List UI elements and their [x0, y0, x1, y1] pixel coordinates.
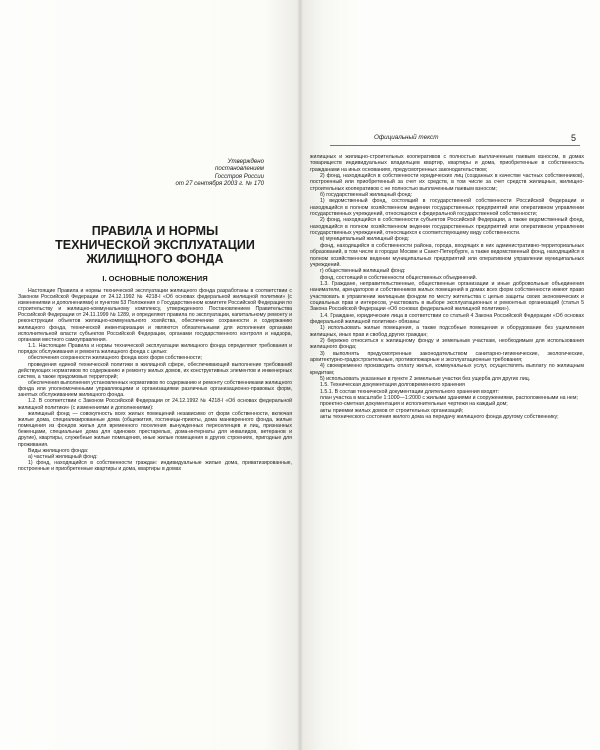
paragraph: 1.1. Настоящие Правила и нормы технической эксплуатации жилищного фонда определяют требования и порядок обслуживания и ремонта жилищного фонда с целью: — [18, 343, 292, 356]
running-header — [330, 134, 580, 146]
paragraph: 1) ведомственный фонд, состоящий в государственной собственности Российской Федерации и находящийся в полном хозяйственном ведении государственных предприятий или оперативном управлении государственных учреждений, относящихся к федеральной государственной собственности; — [310, 198, 584, 218]
paragraph: 1) использовать жилые помещения, а также подсобные помещения и оборудование без ущемления жилищных, иных прав и свобод других граждан; — [310, 325, 584, 338]
approval-line: Утверждено — [227, 158, 264, 165]
right-page — [300, 0, 600, 750]
paragraph: фонд, находящийся в собственности района, города, входящих в них административно-территориальных образований, в том числе в городах Москве и Санкт-Петербурге, а также ведомственный фонд, находящийся в полном хозяйственном ведении муниципальных предприятий или оперативном управлении муниципальных учреждений. — [310, 242, 584, 268]
title-line: ТЕХНИЧЕСКОЙ ЭКСПЛУАТАЦИИ — [55, 237, 255, 252]
paragraph: г) общественный жилищный фонд: — [320, 268, 406, 275]
approval-line: от 27 сентября 2003 г. № 170 — [175, 180, 264, 188]
approval-line: Госстроя России — [214, 172, 264, 180]
paragraph: в) муниципальный жилищный фонд: — [320, 236, 410, 243]
paragraph: проектно-сметная документация и исполнительные чертежи на каждый дом; — [320, 401, 508, 408]
title-line: ПРАВИЛА И НОРМЫ — [91, 223, 219, 238]
paragraph: 1.4. Граждане, юридические лица в соответствии со статьей 4 Закона Российской Федерации «Об основах федеральной жилищной политики» обязаны: — [310, 312, 584, 325]
paragraph: 1.2. В соответствии с Законом Российской Федерации от 24.12.1992 № 4218-I «Об основах федеральной жилищной политики» (с изменениями и дополнениями): — [18, 398, 292, 411]
paragraph: а) частный жилищный фонд: — [28, 453, 98, 460]
paragraph: обеспечения выполнения установленных нормативов по содержанию и ремонту собственниками жилищного фонда или уполномоченными управляющими и организациями различных организационно-правовых форм, занятых обслуживанием жилищного фонда. — [18, 379, 292, 399]
paragraph: акты приемки жилых домов от строительных организаций; — [320, 407, 464, 414]
paragraph: 2) фонд, находящийся в собственности субъектов Российской Федерации, а также ведомственный фонд, находящийся в полном хозяйственном ведении государственных предприятий или оперативном управлении государственных учреждений, относящихся к соответствующему виду собственности. — [310, 217, 584, 237]
paragraph: 5) использовать указанные в пункте 2 земельные участки без ущерба для других лиц. — [320, 376, 531, 383]
paragraph: Виды жилищного фонда: — [28, 447, 89, 454]
paragraph: 2) фонд, находящийся в собственности юридических лиц (созданных в качестве частных собственников), построенный или приобретенный за счет их средств, в том числе за счет средств жилищных, жилищно-строительных кооперативов с не полностью выплаченным паевым взносом; — [310, 173, 584, 192]
paragraph: фонд, состоящий в собственности общественных объединений. — [320, 274, 478, 281]
running-title: Официальный текст — [374, 134, 439, 141]
approval-stamp — [18, 158, 264, 188]
paragraph: б) государственный жилищный фонд: — [320, 192, 413, 199]
book-gutter — [297, 0, 303, 750]
approval-line: постановлением — [215, 165, 264, 173]
title-line: ЖИЛИЩНОГО ФОНДА — [86, 251, 224, 266]
page-number: 5 — [570, 133, 576, 143]
paragraph: 1) фонд, находящийся в собственности граждан: индивидуальные жилые дома, приватизированные, построенные и приобретенные квартиры и дома, квартиры в домах — [18, 460, 292, 473]
left-body-text — [18, 288, 292, 473]
right-body-text — [310, 154, 584, 420]
paragraph: обеспечения сохранности жилищного фонда всех форм собственности; — [28, 355, 203, 362]
paragraph: жилищный фонд — совокупность всех жилых помещений независимо от форм собственности, включая жилые дома, специализированные дома (общежития, гостиницы-приюты, дома маневренного фонда, жилые помещения из фондов жилья для временного поселения вынужденных переселенцев и лиц, признанных беженцами, специальные дома для одиноких престарелых, дома-интернаты для инвалидов, ветеранов и другие), квартиры, служебные жилые помещения, иные жилые помещения в других строениях, пригодные для проживания. — [18, 410, 292, 448]
paragraph: жилищных и жилищно-строительных кооперативов с полностью выплаченным паевым взносом, в домах товариществ индивидуальных владельцев квартир, квартиры и дома, приобретенные в собственность гражданами на иных основаниях, предусмотренных законодательством; — [310, 154, 584, 173]
document-title — [24, 224, 286, 266]
paragraph: Настоящие Правила и нормы технической эксплуатации жилищного фонда разработаны в соответствии с Законом Российской Федерации от 24.12.1992 № 4218-I «Об основах федеральной жилищной политики» (с изменениями и дополнениями) и пунктом 53 Положения о Государственном комитете Российской Федерации по строительству и жилищно-коммунальному комплексу, утвержденного Постановлением Правительства Российской Федерации от 24.11.1999 № 1289, и определяют правила по эксплуатации, капитальному ремонту и реконструкции объектов жилищно-коммунального хозяйства, обеспечению сохранности и содержанию жилищного фонда, технической инвентаризации и являются обязательными для исполнения органами исполнительной власти субъектов Российской Федерации, органами государственного контроля и надзора, органами местного самоуправления. — [18, 287, 292, 343]
section-heading: I. ОСНОВНЫЕ ПОЛОЖЕНИЯ — [102, 273, 208, 283]
paragraph: 1.5.1. В состав технической документации длительного хранения входят: — [320, 388, 500, 395]
paragraph: план участка в масштабе 1:1000—1:2000 с жилыми зданиями и сооружениями, расположенными на нем; — [320, 395, 578, 402]
paragraph: проведения единой технической политики в жилищной сфере, обеспечивающей выполнение требований действующих нормативов по содержанию и ремонту жилых домов, их конструктивных элементов и инженерных систем, а также придомовых территорий; — [18, 361, 292, 380]
paragraph: акты технического состояния жилого дома на передачу жилищного фонда другому собственнику; — [320, 414, 559, 421]
paragraph: 4) своевременно производить оплату жилья, коммунальных услуг, осуществлять выплату по жилищным кредитам; — [310, 363, 584, 376]
paragraph: 2) бережно относиться к жилищному фонду и земельным участкам, необходимым для использования жилищного фонда; — [310, 337, 584, 351]
paragraph: 1.3. Граждане, неправительственные, общественные организации и иные добровольные объединения наниматели, арендаторов и собственников жилых помещений в домах всех форм собственности имеют право участвовать в управлении жилищным фондом по месту жительства с целью защиты своих экономических и социальных прав и интересов, участвовать в выборе эксплуатационных и ремонтных организаций (статья 5 Закона Российской Федерации «Об основах федеральной жилищной политики»). — [310, 280, 584, 313]
paragraph: 1.5. Техническая документация долговременного хранения — [320, 382, 465, 389]
paragraph: 3) выполнять предусмотренные законодательством санитарно-гигиенические, экологические, архитектурно-градостроительные, противопожарные и эксплуатационные требования; — [310, 350, 584, 363]
